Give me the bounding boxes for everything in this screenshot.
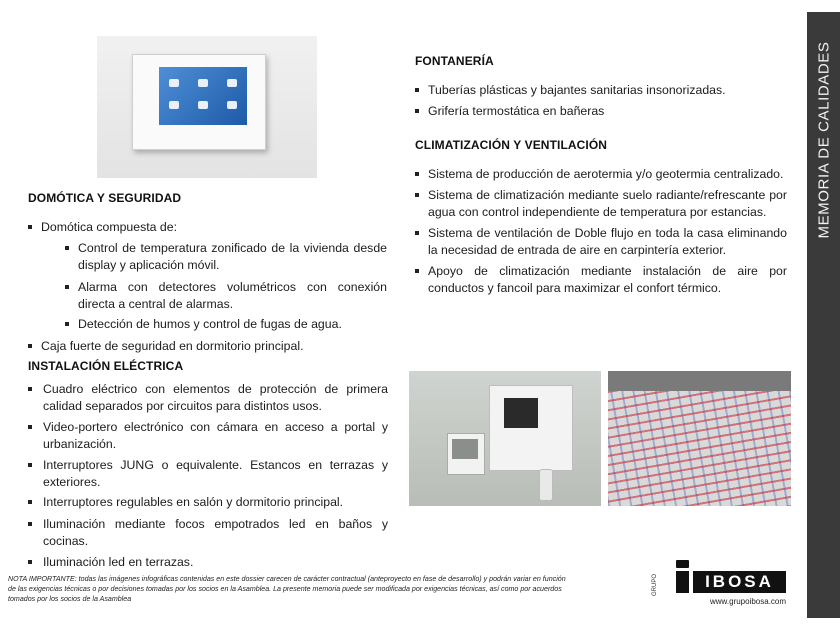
- electrica-heading: INSTALACIÓN ELÉCTRICA: [28, 359, 184, 373]
- list-item: Domótica compuesta de:: [28, 219, 368, 236]
- screen-icon: [169, 79, 179, 87]
- list-item: Detección de humos y control de fugas de agua.: [65, 316, 387, 333]
- logo-dot: [676, 560, 689, 568]
- website-url: www.grupoibosa.com: [710, 597, 787, 606]
- list-item: Control de temperatura zonificado de la vivienda desde display y aplicación móvil.: [65, 240, 387, 274]
- fontaneria-heading: FONTANERÍA: [415, 54, 494, 68]
- logo-i-bar: [676, 571, 689, 593]
- monitor-screen: [504, 398, 538, 428]
- sidebar-title: MEMORIA DE CALIDADES: [815, 41, 832, 239]
- screen-icon: [198, 79, 208, 87]
- list-item: Interruptores regulables en salón y dormitorio principal.: [28, 494, 388, 511]
- list-item: Sistema de ventilación de Doble flujo en toda la casa eliminando la necesidad de entrada de aire en carpintería exterior.: [415, 225, 787, 259]
- list-item: Sistema de producción de aerotermia y/o geotermia centralizado.: [415, 166, 787, 183]
- video-intercom-photo: [409, 371, 601, 506]
- list-item: Cuadro eléctrico con elementos de protección de primera calidad separados por circuitos para distintos usos.: [28, 381, 388, 415]
- intercom-monitor: [489, 385, 573, 471]
- list-item: Iluminación mediante focos empotrados led en baños y cocinas.: [28, 516, 388, 550]
- ibosa-logo: [676, 570, 786, 594]
- underfloor-heating-photo: [608, 371, 791, 506]
- logo-wordmark: IBOSA: [693, 571, 786, 593]
- list-item: Video-portero electrónico con cámara en acceso a portal y urbanización.: [28, 419, 388, 453]
- list-item: Alarma con detectores volumétricos con conexión directa a central de alarmas.: [65, 279, 387, 313]
- list-item: Sistema de climatización mediante suelo radiante/refrescante por agua con control independiente de temperatura por estancias.: [415, 187, 787, 221]
- list-item: Interruptores JUNG o equivalente. Estancos en terrazas y exteriores.: [28, 457, 388, 491]
- panel-screen: [159, 67, 247, 125]
- thermostat-screen: [452, 439, 478, 459]
- logo-grupo: GRUPO: [652, 573, 658, 596]
- intercom-handset: [539, 469, 553, 501]
- screen-icon: [227, 79, 237, 87]
- screen-icon: [169, 101, 179, 109]
- screen-icon: [198, 101, 208, 109]
- floor-edge: [608, 371, 791, 393]
- list-item: Iluminación led en terrazas.: [28, 554, 388, 571]
- screen-icon: [227, 101, 237, 109]
- sidebar-band: [807, 12, 840, 618]
- list-item: Caja fuerte de seguridad en dormitorio principal.: [28, 338, 368, 355]
- domotica-heading: DOMÓTICA Y SEGURIDAD: [28, 191, 182, 205]
- heating-pipes: [608, 391, 791, 506]
- domotics-panel-photo: [97, 36, 317, 178]
- climatizacion-heading: CLIMATIZACIÓN Y VENTILACIÓN: [415, 138, 608, 152]
- important-note: NOTA IMPORTANTE: todas las imágenes infográficas contenidas en este dossier carecen de carácter contractual (anteproyecto en fase de desarrollo) y podrán variar en función de las exigencias técnicas o por decisiones tomadas por los socios en la Asamblea. La presente memoria puede ser modificada por exigencias técnicas, así como por acuerdos tomados por los socios de la Asamblea: [8, 575, 566, 603]
- list-item: Grifería termostática en bañeras: [415, 103, 755, 120]
- list-item: Tuberías plásticas y bajantes sanitarias insonorizadas.: [415, 82, 755, 99]
- touch-panel: [132, 54, 266, 150]
- list-item: Apoyo de climatización mediante instalación de aire por conductos y fancoil para maximizar el confort térmico.: [415, 263, 787, 297]
- thermostat-display: [447, 433, 485, 475]
